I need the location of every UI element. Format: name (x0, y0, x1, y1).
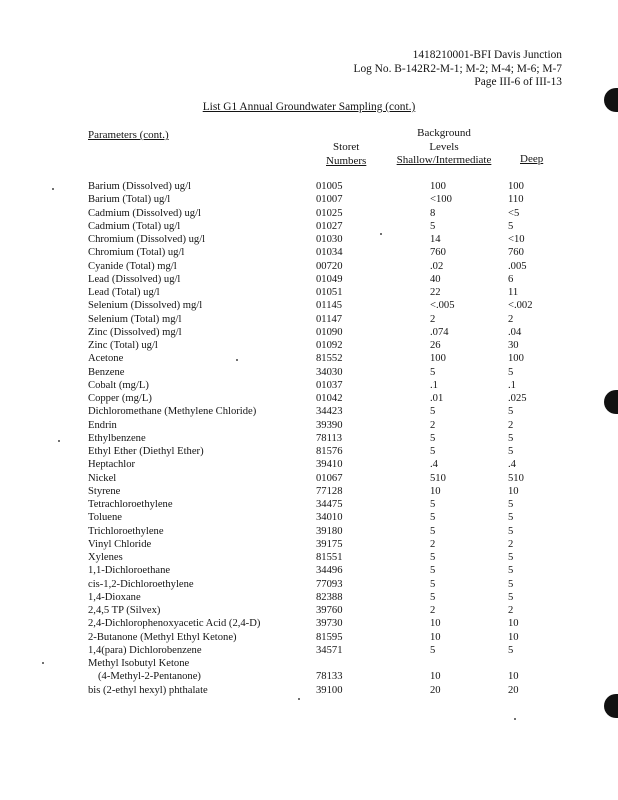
cell-deep: <5 (508, 207, 520, 219)
cell-deep: 20 (508, 684, 519, 696)
cell-parameter: 2-Butanone (Methyl Ethyl Ketone) (88, 631, 237, 643)
cell-parameter: Selenium (Total) mg/l (88, 313, 182, 325)
cell-deep: 110 (508, 194, 524, 206)
cell-shallow-intermediate: 760 (430, 247, 446, 259)
cell-shallow-intermediate: 10 (430, 671, 441, 683)
cell-storet-number: 78133 (316, 671, 343, 683)
cell-shallow-intermediate: 2 (430, 313, 436, 325)
cell-parameter: Methyl Isobutyl Ketone (88, 658, 190, 669)
cell-parameter: Selenium (Dissolved) mg/l (88, 300, 203, 312)
cell-deep: 100 (508, 181, 524, 192)
table-row (0, 352, 618, 365)
cell-shallow-intermediate: .02 (430, 260, 444, 272)
table-row (0, 405, 618, 418)
cell-shallow-intermediate: 510 (430, 472, 446, 484)
cell-parameter: Zinc (Dissolved) mg/l (88, 326, 182, 338)
cell-storet-number: 01042 (316, 393, 343, 404)
cell-storet-number: 39410 (316, 459, 343, 471)
cell-shallow-intermediate: 10 (430, 618, 441, 630)
cell-deep: <10 (508, 234, 525, 245)
parameters-table (0, 180, 618, 697)
cell-deep: 510 (508, 472, 524, 484)
column-header-background-line1: Background (417, 127, 471, 139)
table-row (0, 220, 618, 233)
cell-deep: 5 (508, 591, 514, 603)
cell-shallow-intermediate: 20 (430, 684, 441, 696)
cell-storet-number: 01051 (316, 287, 343, 298)
table-row (0, 207, 618, 220)
cell-shallow-intermediate: 100 (430, 181, 446, 192)
cell-storet-number: 34030 (316, 366, 343, 378)
cell-parameter: Barium (Dissolved) ug/l (88, 181, 191, 192)
page-title-text: List G1 Annual Groundwater Sampling (cont.) (202, 101, 416, 113)
column-header-deep (520, 153, 543, 167)
cell-deep: 5 (508, 499, 514, 510)
cell-storet-number: 01030 (316, 234, 343, 245)
cell-deep: .4 (508, 459, 516, 471)
cell-parameter: Nickel (88, 472, 117, 484)
cell-storet-number: 01090 (316, 326, 343, 338)
table-row (0, 631, 618, 644)
cell-parameter: 1,4-Dioxane (88, 591, 141, 603)
cell-shallow-intermediate: 5 (430, 591, 436, 603)
cell-storet-number: 81595 (316, 631, 343, 643)
cell-shallow-intermediate: <100 (430, 194, 452, 206)
cell-shallow-intermediate: .074 (430, 326, 449, 338)
cell-deep: 100 (508, 353, 524, 365)
column-header-storet (326, 141, 366, 168)
cell-shallow-intermediate: 40 (430, 273, 441, 285)
cell-shallow-intermediate: .01 (430, 393, 444, 404)
cell-parameter: Acetone (88, 353, 124, 365)
column-header-storet-line1: Storet (333, 141, 360, 153)
table-row (0, 193, 618, 206)
cell-shallow-intermediate: <.005 (430, 300, 455, 312)
cell-shallow-intermediate: 10 (430, 631, 441, 643)
table-row (0, 657, 618, 670)
column-header-parameters-label: Parameters (cont.) (88, 129, 169, 141)
scan-speck (58, 440, 60, 442)
scan-speck (514, 718, 516, 720)
table-row (0, 670, 618, 683)
table-row (0, 313, 618, 326)
scan-speck (42, 662, 44, 664)
cell-shallow-intermediate: 5 (430, 525, 436, 537)
table-row (0, 246, 618, 259)
cell-storet-number: 81576 (316, 446, 343, 457)
cell-deep: 760 (508, 247, 524, 259)
table-row (0, 339, 618, 352)
cell-storet-number: 01034 (316, 247, 343, 259)
cell-deep: .025 (508, 393, 527, 404)
cell-storet-number: 01027 (316, 220, 343, 232)
cell-storet-number: 01145 (316, 300, 343, 312)
column-header-background-line3: Shallow/Intermediate (396, 154, 492, 166)
cell-shallow-intermediate: 5 (430, 499, 436, 510)
scan-speck (236, 359, 238, 361)
cell-storet-number: 01147 (316, 313, 343, 325)
cell-shallow-intermediate: 2 (430, 538, 436, 550)
table-row (0, 578, 618, 591)
table-row (0, 180, 618, 193)
table-row (0, 299, 618, 312)
cell-deep: 5 (508, 552, 514, 563)
cell-storet-number: 39100 (316, 684, 343, 696)
table-row (0, 260, 618, 273)
table-row (0, 366, 618, 379)
cell-parameter: Cadmium (Dissolved) ug/l (88, 207, 201, 219)
cell-storet-number: 01049 (316, 273, 343, 285)
cell-storet-number: 39175 (316, 538, 343, 550)
cell-parameter: 2,4,5 TP (Silvex) (88, 605, 161, 616)
cell-parameter: Endrin (88, 419, 117, 431)
cell-storet-number: 77093 (316, 578, 343, 590)
table-row (0, 485, 618, 498)
cell-storet-number: 34010 (316, 512, 343, 524)
cell-parameter: Lead (Total) ug/l (88, 287, 160, 298)
cell-deep: 2 (508, 605, 514, 616)
cell-deep: 5 (508, 578, 514, 590)
cell-shallow-intermediate: .4 (430, 459, 438, 471)
cell-shallow-intermediate: .1 (430, 379, 438, 391)
table-row (0, 525, 618, 538)
cell-parameter: 2,4-Dichlorophenoxyacetic Acid (2,4-D) (88, 618, 261, 630)
cell-deep: .04 (508, 326, 522, 338)
cell-parameter: Zinc (Total) ug/l (88, 340, 158, 351)
cell-deep: 5 (508, 406, 514, 418)
table-row (0, 551, 618, 564)
cell-parameter: Barium (Total) ug/l (88, 194, 171, 206)
page-title (0, 101, 618, 113)
table-row (0, 591, 618, 604)
column-header-parameters (88, 129, 169, 143)
cell-parameter: Tetrachloroethylene (88, 499, 173, 510)
cell-parameter: 1,1-Dichloroethane (88, 565, 171, 577)
cell-shallow-intermediate: 26 (430, 340, 441, 351)
cell-storet-number: 81551 (316, 552, 343, 563)
table-row (0, 684, 618, 697)
cell-storet-number: 01025 (316, 207, 343, 219)
cell-storet-number: 01005 (316, 181, 343, 192)
cell-deep: 5 (508, 220, 514, 232)
cell-shallow-intermediate: 5 (430, 406, 436, 418)
table-row (0, 538, 618, 551)
header-log-line: Log No. B-142R2-M-1; M-2; M-4; M-6; M-7 (353, 62, 562, 75)
cell-deep: <.002 (508, 300, 533, 312)
cell-storet-number: 01037 (316, 379, 343, 391)
cell-parameter: Cyanide (Total) mg/l (88, 260, 177, 272)
cell-parameter: 1,4(para) Dichlorobenzene (88, 644, 202, 656)
column-header-storet-line2: Numbers (326, 154, 367, 167)
cell-deep: 5 (508, 366, 514, 378)
cell-deep: 10 (508, 671, 519, 683)
cell-storet-number: 34423 (316, 406, 343, 418)
cell-shallow-intermediate: 22 (430, 287, 441, 298)
cell-shallow-intermediate: 100 (430, 353, 446, 365)
cell-parameter: Lead (Dissolved) ug/l (88, 273, 181, 285)
cell-shallow-intermediate: 14 (430, 234, 441, 245)
binder-hole-bottom (604, 694, 618, 718)
cell-shallow-intermediate: 8 (430, 207, 436, 219)
cell-shallow-intermediate: 5 (430, 220, 436, 232)
table-row (0, 432, 618, 445)
cell-parameter: Copper (mg/L) (88, 393, 152, 404)
table-row (0, 445, 618, 458)
cell-storet-number: 39760 (316, 605, 343, 616)
scan-speck (52, 188, 54, 190)
cell-shallow-intermediate: 10 (430, 485, 441, 497)
cell-storet-number: 78113 (316, 432, 343, 444)
scan-speck (298, 698, 300, 700)
cell-deep: .1 (508, 379, 516, 391)
table-row (0, 419, 618, 432)
cell-parameter: bis (2-ethyl hexyl) phthalate (88, 684, 208, 696)
scan-speck (380, 233, 382, 235)
cell-deep: 5 (508, 512, 514, 524)
cell-parameter: Ethylbenzene (88, 432, 146, 444)
cell-deep: 10 (508, 485, 519, 497)
table-row (0, 564, 618, 577)
cell-deep: 5 (508, 446, 514, 457)
cell-deep: .005 (508, 260, 527, 272)
column-header-background (388, 127, 500, 168)
cell-parameter: Chromium (Total) ug/l (88, 247, 185, 259)
cell-storet-number: 34496 (316, 565, 343, 577)
cell-deep: 2 (508, 313, 514, 325)
cell-storet-number: 82388 (316, 591, 343, 603)
cell-shallow-intermediate: 2 (430, 605, 436, 616)
cell-deep: 30 (508, 340, 519, 351)
table-row (0, 273, 618, 286)
cell-storet-number: 34571 (316, 644, 343, 656)
document-header (353, 49, 562, 90)
cell-deep: 10 (508, 618, 519, 630)
table-row (0, 617, 618, 630)
cell-parameter: Heptachlor (88, 459, 136, 471)
table-row (0, 644, 618, 657)
cell-parameter: Benzene (88, 366, 125, 378)
table-row (0, 498, 618, 511)
cell-deep: 2 (508, 419, 514, 431)
cell-shallow-intermediate: 5 (430, 552, 436, 563)
table-row (0, 286, 618, 299)
cell-shallow-intermediate: 2 (430, 419, 436, 431)
cell-deep: 10 (508, 631, 519, 643)
cell-shallow-intermediate: 5 (430, 512, 436, 524)
cell-parameter: Xylenes (88, 552, 123, 563)
table-row (0, 379, 618, 392)
cell-storet-number: 77128 (316, 485, 343, 497)
cell-storet-number: 01007 (316, 194, 343, 206)
cell-parameter: Trichloroethylene (88, 525, 164, 537)
cell-deep: 11 (508, 287, 519, 298)
header-project-line: 1418210001-BFI Davis Junction (412, 49, 562, 61)
cell-parameter: Chromium (Dissolved) ug/l (88, 234, 206, 245)
header-page-line: Page III-6 of III-13 (474, 76, 562, 89)
cell-parameter: (4-Methyl-2-Pentanone) (98, 671, 201, 683)
cell-shallow-intermediate: 5 (430, 432, 436, 444)
column-header-deep-label: Deep (520, 153, 544, 165)
cell-parameter: Ethyl Ether (Diethyl Ether) (88, 446, 204, 457)
cell-storet-number: 34475 (316, 499, 343, 510)
cell-parameter: Styrene (88, 485, 121, 497)
cell-deep: 5 (508, 565, 514, 577)
cell-shallow-intermediate: 5 (430, 366, 436, 378)
cell-deep: 5 (508, 432, 514, 444)
cell-shallow-intermediate: 5 (430, 565, 436, 577)
cell-shallow-intermediate: 5 (430, 644, 436, 656)
table-row (0, 472, 618, 485)
cell-shallow-intermediate: 5 (430, 578, 436, 590)
cell-parameter: Dichloromethane (Methylene Chloride) (88, 406, 257, 418)
table-row (0, 233, 618, 246)
cell-parameter: cis-1,2-Dichloroethylene (88, 578, 194, 590)
table-row (0, 604, 618, 617)
cell-storet-number: 00720 (316, 260, 343, 272)
table-row (0, 326, 618, 339)
cell-parameter: Cadmium (Total) ug/l (88, 220, 181, 232)
cell-parameter: Vinyl Chloride (88, 538, 152, 550)
cell-deep: 5 (508, 525, 514, 537)
cell-storet-number: 01092 (316, 340, 343, 351)
cell-parameter: Toluene (88, 512, 122, 524)
cell-storet-number: 39180 (316, 525, 343, 537)
table-row (0, 511, 618, 524)
cell-deep: 5 (508, 644, 514, 656)
cell-deep: 6 (508, 273, 514, 285)
cell-storet-number: 39730 (316, 618, 343, 630)
table-row (0, 392, 618, 405)
cell-parameter: Cobalt (mg/L) (88, 379, 149, 391)
column-header-background-line2: Levels (429, 140, 459, 153)
cell-storet-number: 39390 (316, 419, 343, 431)
cell-deep: 2 (508, 538, 514, 550)
cell-storet-number: 01067 (316, 472, 343, 484)
cell-storet-number: 81552 (316, 353, 343, 365)
cell-shallow-intermediate: 5 (430, 446, 436, 457)
table-row (0, 458, 618, 471)
